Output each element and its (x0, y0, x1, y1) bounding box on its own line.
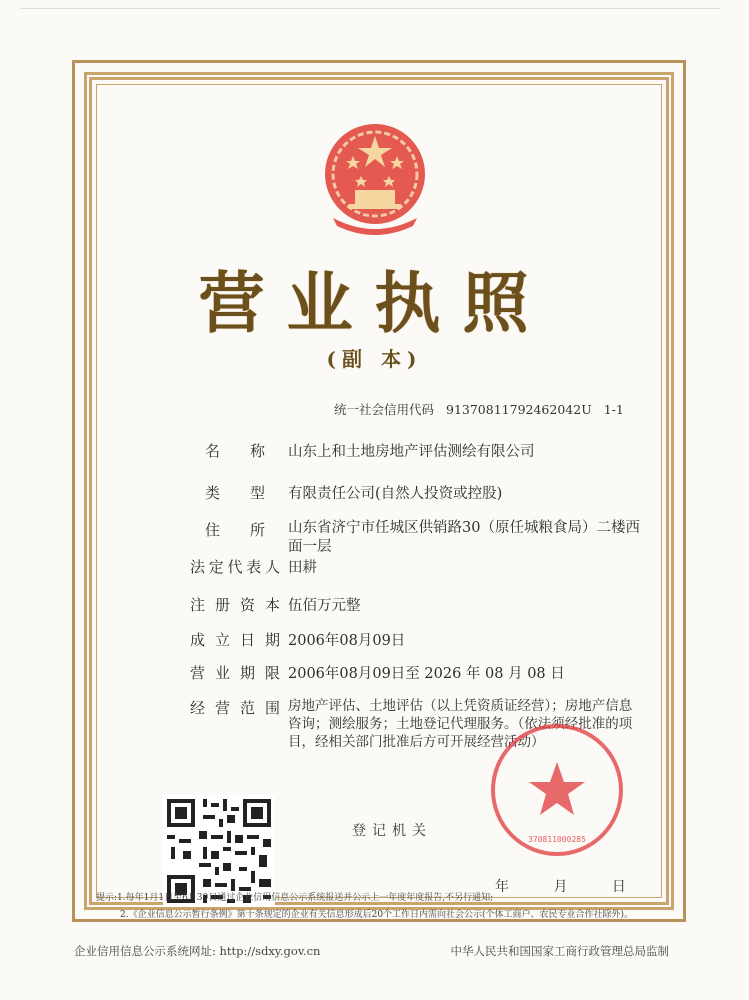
field-value: 房地产评估、土地评估（以上凭资质证经营）；房地产信息咨询；测绘服务；土地登记代理服务。（依法须经批准的项目，经相关部门批准后方可开展经营活动） (288, 698, 633, 750)
field-value: 伍佰万元整 (288, 598, 361, 614)
field-label: 法 定 代 表 人 (190, 558, 280, 576)
field-label: 名 称 (204, 442, 265, 460)
notice-line-1: 提示:1.每年1月1日至6月30日通过企业信用信息公示系统报送并公示上一年度年度报告,不另行通知; (96, 893, 494, 903)
notice-line-2: 2.《企业信息公示暂行条例》第十条规定的企业有关信息形成后20个工作日内需向社会公示(个体工商户、农民专业合作社除外)。 (120, 910, 634, 920)
issue-date-month-label: 月 (553, 879, 568, 895)
credit-code-value: 91370811792462042U (446, 402, 592, 417)
field-label: 住 所 (204, 521, 265, 539)
footer-issuer: 中华人民共和国国家工商行政管理总局监制 (450, 944, 669, 958)
field-value: 2006年08月09日 (288, 633, 406, 649)
credit-code-line (334, 400, 632, 418)
issue-date-day-label: 日 (611, 879, 626, 895)
registration-authority-label: 登记机关 (352, 823, 432, 839)
field-value: 山东省济宁市任城区供销路30（原任城粮食局）二楼西面一层 (288, 520, 640, 555)
field-value: 山东上和土地房地产评估测绘有限公司 (288, 444, 535, 460)
field-label: 营 业 期 限 (190, 664, 280, 682)
field-label: 经 营 范 围 (190, 699, 280, 717)
official-seal-icon (487, 720, 627, 860)
issue-date-year-label: 年 (495, 879, 509, 895)
copy-number: 1-1 (603, 402, 624, 417)
document-subtitle: (副 本) (326, 347, 423, 371)
field-label: 成 立 日 期 (190, 631, 280, 649)
footer-website: 企业信用信息公示系统网址: http://sdxy.gov.cn (74, 944, 321, 958)
page-top-edge (20, 8, 720, 9)
credit-code-label: 统一社会信用代码 (334, 402, 435, 417)
field-label: 类 型 (204, 484, 265, 502)
field-value: 2006年08月09日至 2026 年 08 月 08 日 (288, 666, 565, 682)
document-title: 营业执照 (198, 264, 551, 342)
national-emblem-icon (313, 118, 437, 236)
field-value: 有限责任公司(自然人投资或控股) (288, 486, 503, 502)
notice-text (96, 890, 633, 924)
field-value: 田耕 (288, 560, 317, 576)
field-label: 注 册 资 本 (190, 596, 280, 614)
svg-text:370811000285: 370811000285 (528, 835, 586, 844)
